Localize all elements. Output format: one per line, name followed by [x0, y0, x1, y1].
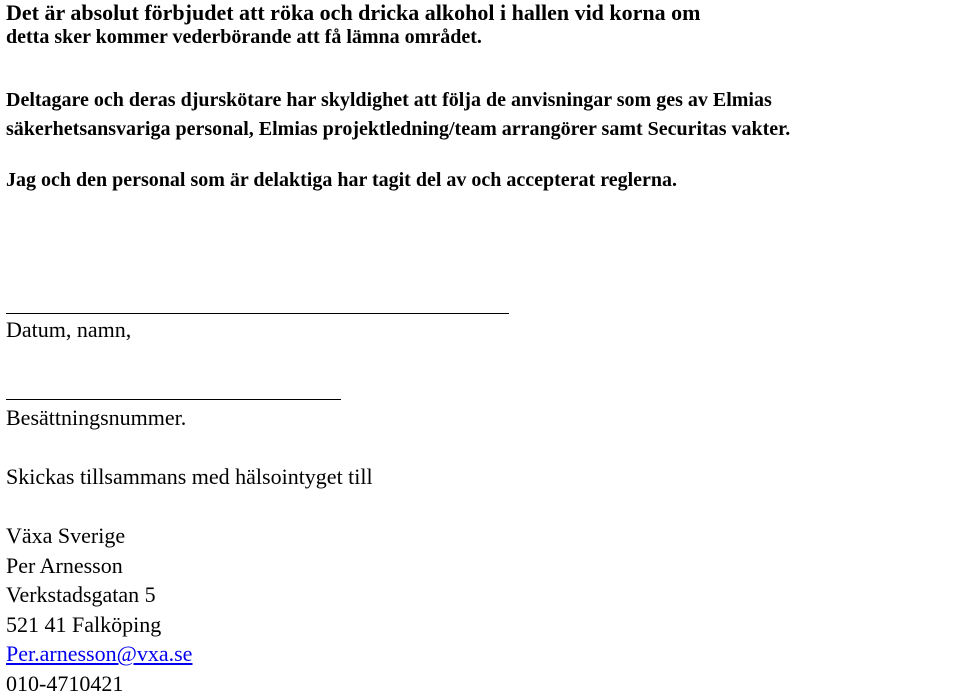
rules-intro [6, 0, 700, 48]
acceptance-text: Jag och den personal som är delaktiga har tagit del av och accepterat reglerna. [6, 166, 677, 195]
address-city: 521 41 Falköping [6, 610, 192, 640]
responsibility-line-1: Deltagare och deras djurskötare har skyldighet att följa de anvisningar som ges av Elmias [6, 86, 790, 115]
herd-number-label: Besättningsnummer. [6, 403, 186, 433]
responsibility-paragraph [6, 86, 790, 144]
send-note: Skickas tillsammans med hälsointyget till [6, 462, 373, 492]
responsibility-line-2: säkerhetsansvariga personal, Elmias projektledning/team arrangörer samt Securitas vakter. [6, 115, 790, 144]
intro-line-1: Det är absolut förbjudet att röka och dricka alkohol i hallen vid korna om [6, 0, 700, 26]
address-block [6, 521, 192, 698]
herd-number-line [6, 399, 341, 400]
address-name: Per Arnesson [6, 551, 192, 581]
acceptance-paragraph [6, 166, 677, 195]
intro-line-2: detta sker kommer vederbörande att få lämna området. [6, 26, 700, 48]
address-phone: 010-4710421 [6, 669, 192, 698]
date-name-label: Datum, namn, [6, 315, 131, 345]
address-street: Verkstadsgatan 5 [6, 580, 192, 610]
address-email-row [6, 639, 192, 669]
email-link[interactable]: Per.arnesson@vxa.se [6, 641, 192, 666]
signature-line [6, 313, 509, 314]
address-org: Växa Sverige [6, 521, 192, 551]
